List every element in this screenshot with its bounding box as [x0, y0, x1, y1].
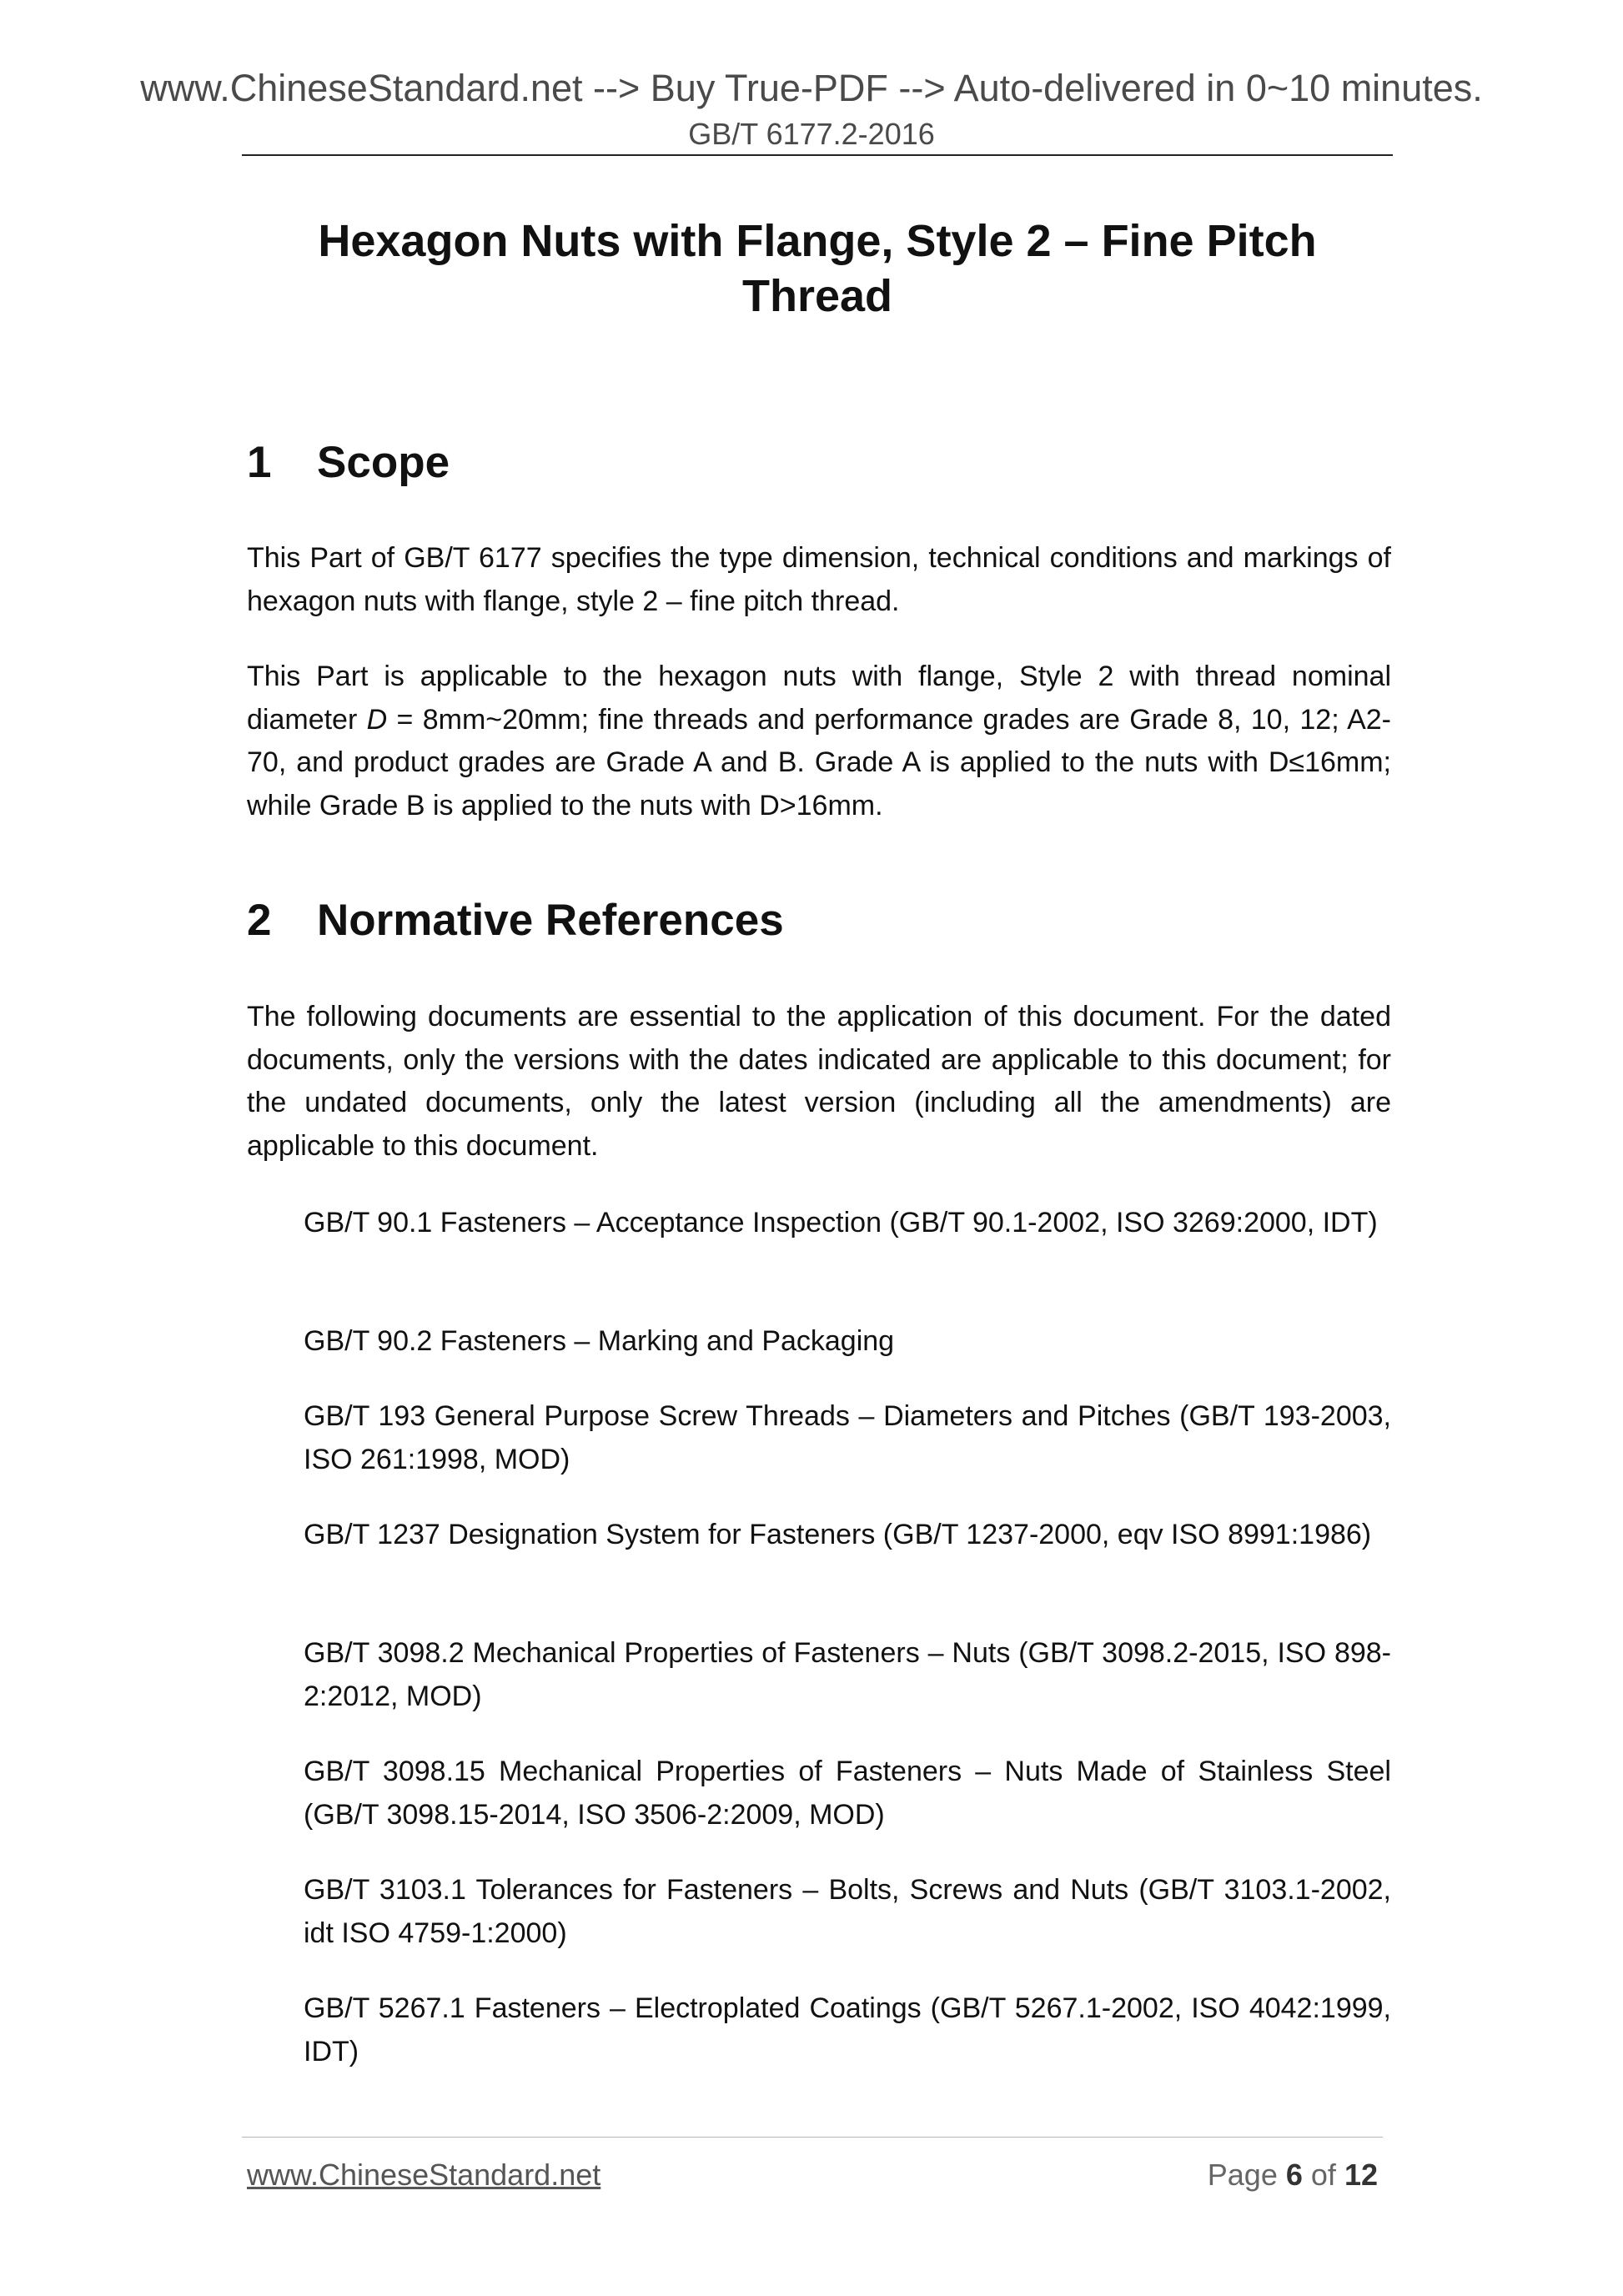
page-number — [1208, 2157, 1378, 2193]
footer-divider — [242, 2137, 1383, 2138]
header-divider — [242, 154, 1393, 156]
reference-item: GB/T 1237 Designation System for Fasteners (GB/T 1237-2000, eqv ISO 8991:1986) — [304, 1519, 1372, 1550]
page-prefix: Page — [1207, 2158, 1278, 2192]
document-code: GB/T 6177.2-2016 — [688, 117, 935, 151]
section-number: 1 — [247, 438, 272, 487]
section-number: 2 — [247, 896, 272, 945]
footer-website-link[interactable]: www.ChineseStandard.net — [247, 2158, 601, 2192]
reference-item: GB/T 90.1 Fasteners – Acceptance Inspection (GB/T 90.1-2002, ISO 3269:2000, IDT) — [304, 1207, 1378, 1238]
page-of: of — [1310, 2158, 1336, 2192]
reference-item: GB/T 193 General Purpose Screw Threads – Diameters and Pitches (GB/T 193-2003, ISO 261:1998, MOD) — [304, 1400, 1391, 1475]
page-current: 6 — [1285, 2158, 1303, 2192]
references-intro: The following documents are essential to the application of this document. For the dated documents, only the versions with the dates indicated are applicable to this document; for the undated documents, only the latest version (including all the amendments) are applicable to this document. — [247, 1001, 1391, 1162]
diameter-symbol: D — [366, 703, 388, 736]
reference-item: GB/T 90.2 Fasteners – Marking and Packaging — [304, 1325, 895, 1357]
section-heading-normative-references — [247, 894, 784, 947]
scope-text-part-1: This Part is applicable to the hexagon nuts with flange, Style 2 with thread nominal diameter — [247, 661, 1391, 736]
scope-paragraph-1: This Part of GB/T 6177 specifies the type dimension, technical conditions and markings of hexagon nuts with flange, style 2 – fine pitch thread. — [247, 542, 1391, 617]
reference-item: GB/T 3098.15 Mechanical Properties of Fasteners – Nuts Made of Stainless Steel (GB/T 3098.15-2014, ISO 3506-2:2009, MOD) — [304, 1756, 1391, 1831]
page-total: 12 — [1344, 2158, 1378, 2192]
reference-item: GB/T 3098.2 Mechanical Properties of Fasteners – Nuts (GB/T 3098.2-2015, ISO 898-2:2012, MOD) — [304, 1637, 1391, 1712]
header-banner: www.ChineseStandard.net --> Buy True-PDF --> Auto-delivered in 0~10 minutes. — [140, 67, 1483, 109]
scope-paragraph-2 — [247, 656, 1391, 827]
section-title: Normative References — [317, 896, 784, 945]
scope-text-part-2: = 8mm~20mm; fine threads and performance grades are Grade 8, 10, 12; A2-70, and product grades are Grade A and B. Grade A is applied to the nuts with D≤16mm; while Grade B is applied to the nuts with D>16mm. — [247, 703, 1392, 821]
document-title: Hexagon Nuts with Flange, Style 2 – Fine Pitch Thread — [318, 216, 1317, 321]
section-title: Scope — [317, 438, 450, 487]
reference-item: GB/T 5267.1 Fasteners – Electroplated Coatings (GB/T 5267.1-2002, ISO 4042:1999, IDT) — [304, 1992, 1391, 2067]
section-heading-scope — [247, 436, 450, 490]
reference-item: GB/T 3103.1 Tolerances for Fasteners – Bolts, Screws and Nuts (GB/T 3103.1-2002, idt ISO 4759-1:2000) — [304, 1874, 1391, 1949]
